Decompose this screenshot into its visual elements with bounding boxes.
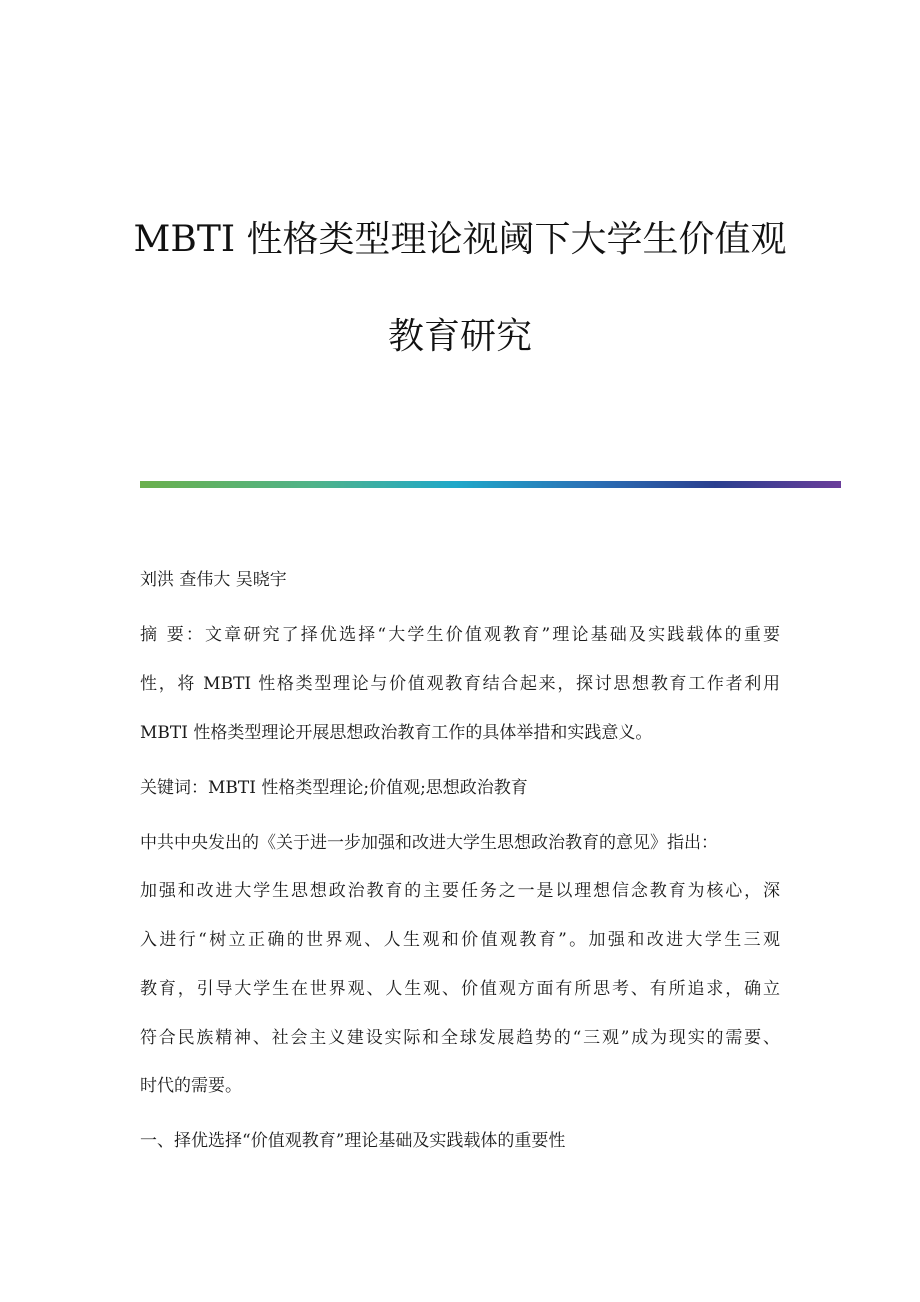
section-heading: 一、择优选择“价值观教育”理论基础及实践载体的重要性 [140,1131,566,1151]
author-list: 刘洪 查伟大 吴晓宇 [140,570,287,590]
paper-title-line-2: 教育研究 [387,316,532,357]
paper-title-line-1: MBTI 性格类型理论视阈下大学生价值观 [133,219,787,260]
title-divider [140,481,841,488]
abstract-line-1: 摘 要：文章研究了择优选择“大学生价值观教育”理论基础及实践载体的重要 [140,625,780,645]
keywords: 关键词：MBTI 性格类型理论;价值观;思想政治教育 [140,778,528,798]
body-line-4: 教育，引导大学生在世界观、人生观、价值观方面有所思考、有所追求，确立 [140,979,780,999]
body-line-2: 加强和改进大学生思想政治教育的主要任务之一是以理想信念教育为核心，深 [140,881,780,901]
abstract-line-3: MBTI 性格类型理论开展思想政治教育工作的具体举措和实践意义。 [140,723,653,743]
abstract-line-2: 性，将 MBTI 性格类型理论与价值观教育结合起来，探讨思想教育工作者利用 [140,674,780,694]
body-line-3: 入进行“树立正确的世界观、人生观和价值观教育”。加强和改进大学生三观 [140,930,780,950]
body-line-1: 中共中央发出的《关于进一步加强和改进大学生思想政治教育的意见》指出： [140,833,718,853]
body-line-5: 符合民族精神、社会主义建设实际和全球发展趋势的“三观”成为现实的需要、 [140,1028,780,1048]
body-line-6: 时代的需要。 [140,1076,242,1096]
